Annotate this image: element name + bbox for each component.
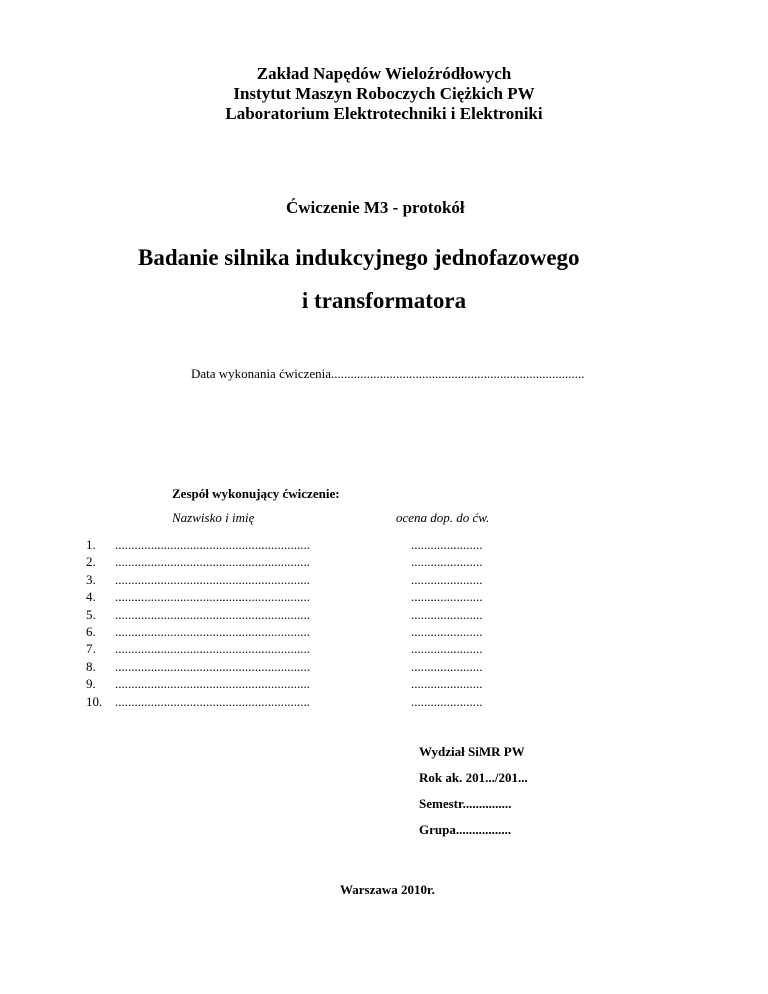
team-row bbox=[0, 658, 768, 675]
team-row bbox=[0, 571, 768, 588]
member-grade-field: ...................... bbox=[411, 554, 483, 570]
member-name-field: ............................................................ bbox=[115, 693, 310, 709]
institute-name: Instytut Maszyn Roboczych Ciężkich PW bbox=[233, 84, 535, 103]
team-row bbox=[0, 623, 768, 640]
row-number: 4. bbox=[86, 589, 96, 605]
group-field: Grupa................. bbox=[419, 822, 512, 837]
member-grade-field: ...................... bbox=[411, 571, 483, 587]
team-row bbox=[0, 588, 768, 605]
member-name-field: ............................................................ bbox=[115, 658, 310, 674]
member-grade-field: ...................... bbox=[411, 623, 483, 639]
grade-column-header: ocena dop. do ćw. bbox=[396, 510, 490, 525]
exercise-date-field: Data wykonania ćwiczenia.............................................................................. bbox=[191, 366, 585, 381]
row-number: 6. bbox=[86, 623, 96, 639]
member-grade-field: ...................... bbox=[411, 606, 483, 622]
faculty-name: Wydział SiMR PW bbox=[419, 744, 525, 759]
member-name-field: ............................................................ bbox=[115, 554, 310, 570]
row-number: 1. bbox=[86, 537, 96, 552]
member-name-field: ............................................................ bbox=[115, 623, 310, 639]
row-number: 8. bbox=[86, 658, 96, 674]
exercise-label: Ćwiczenie M3 - protokół bbox=[286, 198, 465, 217]
member-grade-field: ...................... bbox=[411, 676, 483, 692]
team-row bbox=[0, 606, 768, 623]
row-number: 5. bbox=[86, 606, 96, 622]
row-number: 2. bbox=[86, 554, 96, 570]
laboratory-name: Laboratorium Elektrotechniki i Elektroniki bbox=[225, 104, 543, 123]
team-row bbox=[0, 640, 768, 657]
member-grade-field: ...................... bbox=[411, 589, 483, 605]
semester-field: Semestr............... bbox=[419, 796, 512, 811]
row-number: 9. bbox=[86, 676, 96, 692]
team-row bbox=[0, 536, 768, 553]
member-name-field: ............................................................ bbox=[115, 676, 310, 692]
document-title-line-1: Badanie silnika indukcyjnego jednofazowego bbox=[138, 245, 580, 270]
member-name-field: ............................................................ bbox=[115, 641, 310, 657]
row-number: 10. bbox=[86, 693, 103, 709]
document-title-line-2: i transformatora bbox=[301, 288, 467, 313]
member-grade-field: ...................... bbox=[411, 641, 483, 657]
name-column-header: Nazwisko i imię bbox=[172, 510, 255, 525]
row-number: 3. bbox=[86, 571, 96, 587]
team-row bbox=[0, 675, 768, 692]
place-and-year: Warszawa 2010r. bbox=[340, 882, 435, 897]
member-name-field: ............................................................ bbox=[115, 606, 310, 622]
team-row bbox=[0, 693, 768, 710]
institution-header bbox=[0, 64, 768, 124]
member-grade-field: ...................... bbox=[411, 658, 483, 674]
member-name-field: ............................................................ bbox=[115, 537, 310, 552]
team-member-list bbox=[0, 536, 768, 710]
member-grade-field: ...................... bbox=[411, 537, 483, 552]
team-heading: Zespół wykonujący ćwiczenie: bbox=[172, 486, 340, 501]
department-name: Zakład Napędów Wieloźródłowych bbox=[256, 64, 512, 83]
row-number: 7. bbox=[86, 641, 96, 657]
team-row bbox=[0, 553, 768, 570]
academic-year-field: Rok ak. 201.../201... bbox=[419, 770, 528, 785]
course-info-block bbox=[419, 743, 528, 847]
member-name-field: ............................................................ bbox=[115, 571, 310, 587]
member-grade-field: ...................... bbox=[411, 693, 483, 709]
member-name-field: ............................................................ bbox=[115, 589, 310, 605]
